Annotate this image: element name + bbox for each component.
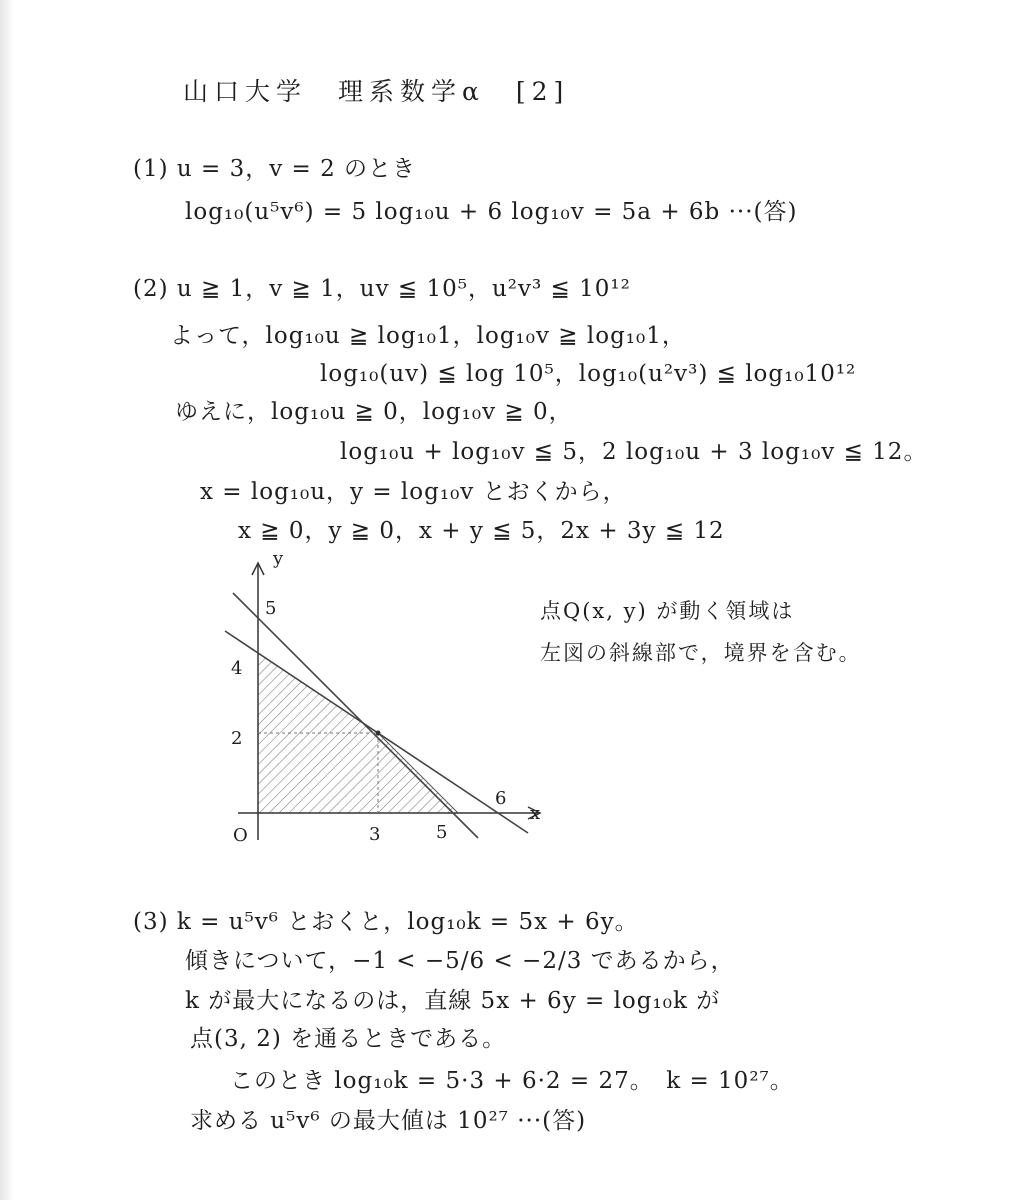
part2-line2: よって，log₁₀u ≧ log₁₀1，log₁₀v ≧ log₁₀1， [170,323,686,349]
part3-line6: 求める u⁵v⁶ の最大値は 10²⁷ ···(答) [190,1108,587,1134]
part3-line1: (3) k = u⁵v⁶ とおくと，log₁₀k = 5x + 6y。 [133,909,639,935]
region-note-line2: 左図の斜線部で，境界を含む。 [540,641,862,665]
intersection-point [376,731,381,736]
part2-line3: log₁₀(uv) ≦ log 10⁵，log₁₀(u²v³) ≦ log₁₀10¹² [320,361,857,387]
part2-line1: (2) u ≧ 1，v ≧ 1，uv ≦ 10⁵，u²v³ ≦ 10¹² [133,276,631,302]
x-tick-6: 6 [495,788,507,809]
y-tick-5: 5 [265,598,277,619]
part2-line4: ゆえに，log₁₀u ≧ 0，log₁₀v ≧ 0， [175,399,573,425]
part3-line2: 傾きについて，−1 < −5/6 < −2/3 であるから， [185,948,735,974]
part3-line3: k が最大になるのは，直線 5x + 6y = log₁₀k が [185,988,721,1014]
page-title: 山口大学 理系数学α [2] [183,77,570,106]
y-tick-2: 2 [231,728,243,749]
x-axis-label: x [530,803,541,824]
part1-line2: log₁₀(u⁵v⁶) = 5 log₁₀u + 6 log₁₀v = 5a + 6b ···(答) [185,199,798,225]
part1-line1: (1) u = 3，v = 2 のとき [133,156,417,182]
region-graph [210,545,560,850]
x-tick-5: 5 [436,822,448,843]
part2-line6: x = log₁₀u，y = log₁₀v とおくから， [200,479,627,505]
part2-line7: x ≧ 0，y ≧ 0，x + y ≦ 5，2x + 3y ≦ 12 [238,518,725,544]
part3-line5: このとき log₁₀k = 5·3 + 6·2 = 27。 k = 10²⁷。 [230,1068,794,1094]
part3-line4: 点(3, 2) を通るときである。 [190,1026,507,1052]
page-edge [0,0,14,1200]
part2-line5: log₁₀u + log₁₀v ≦ 5，2 log₁₀u + 3 log₁₀v ≦ 12。 [340,439,928,465]
region-note-line1: 点Q(x, y) が動く領域は [540,599,795,623]
x-tick-3: 3 [369,824,381,845]
origin-label: O [233,825,248,846]
y-tick-4: 4 [231,658,243,679]
y-axis-label: y [273,548,284,569]
